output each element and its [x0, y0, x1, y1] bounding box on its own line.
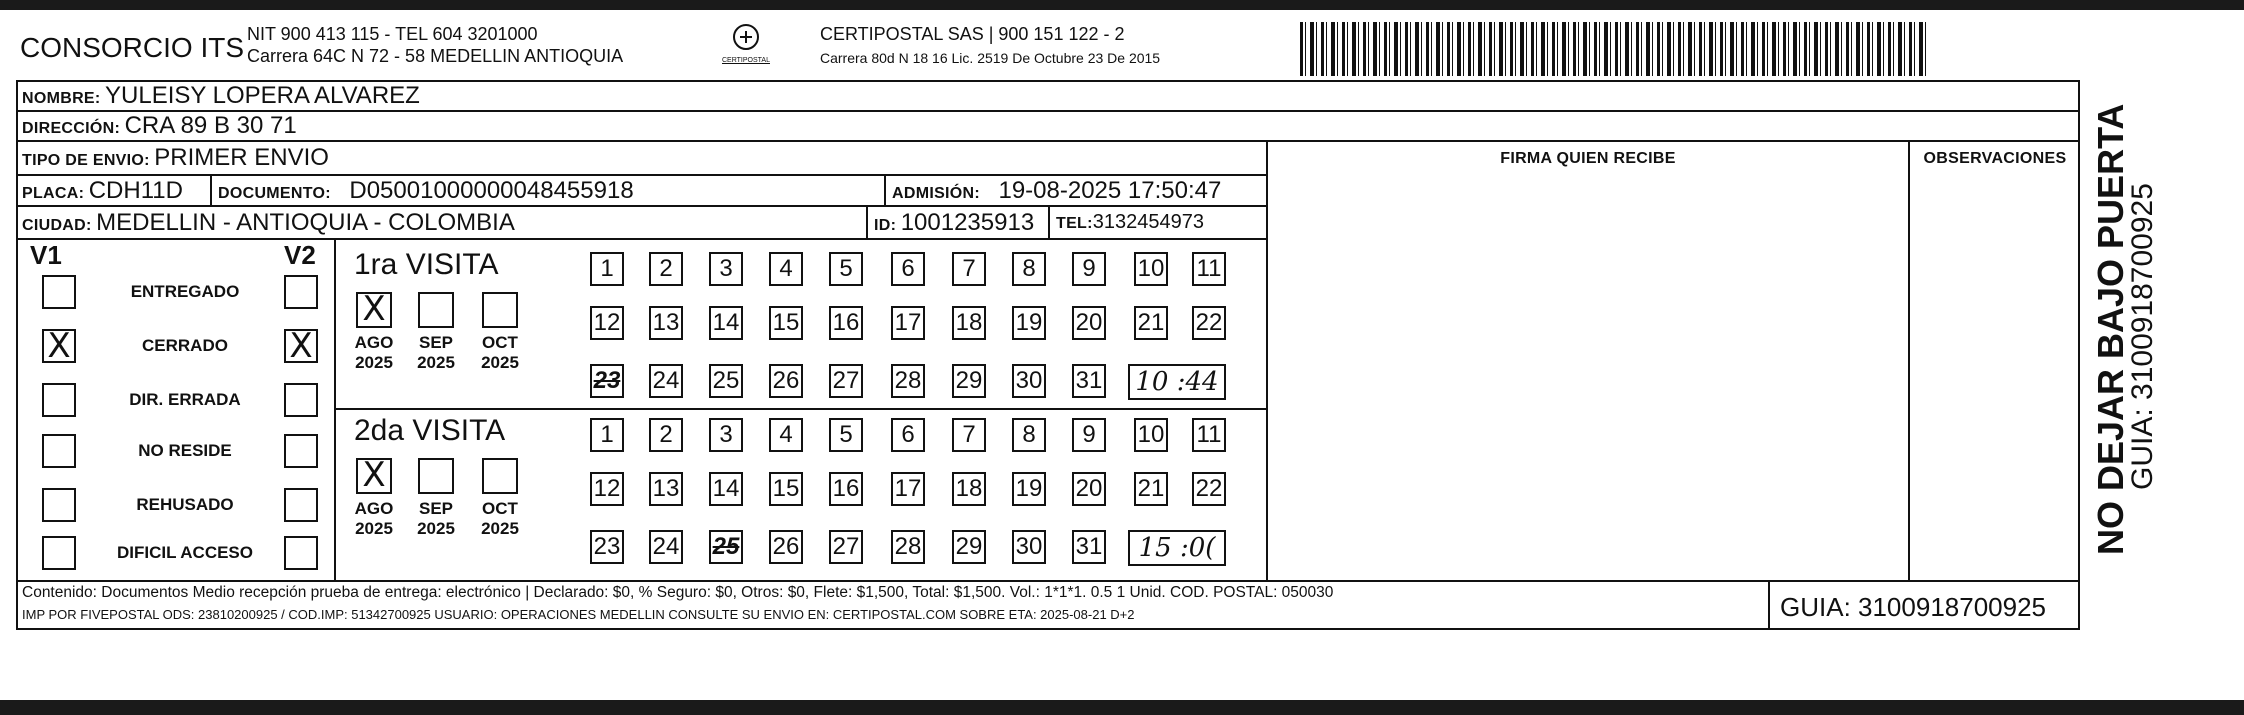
day-number: 1 [600, 421, 614, 448]
day-number: 20 [1075, 309, 1103, 336]
day-number: 5 [839, 255, 853, 282]
first-visit-day-box[interactable] [891, 252, 925, 286]
day-number: 19 [1015, 475, 1043, 502]
second-visit-day-box[interactable] [891, 418, 925, 452]
day-number: 11 [1196, 421, 1222, 448]
bottom-border-bar [0, 700, 2244, 715]
second-visit-day-box[interactable] [1134, 472, 1168, 506]
first-visit-day-box[interactable] [1134, 306, 1168, 340]
first-visit-month-box[interactable] [482, 292, 518, 328]
first-visit-day-box[interactable] [1192, 252, 1226, 286]
day-number: 9 [1082, 255, 1096, 282]
day-number: 8 [1022, 421, 1036, 448]
second-visit-day-box[interactable] [1012, 472, 1046, 506]
second-visit-month-caption [411, 499, 461, 539]
day-number: 13 [652, 475, 680, 502]
documento-cell [218, 177, 634, 205]
v1-checkbox[interactable] [42, 536, 76, 570]
placa-value: CDH11D [88, 177, 183, 204]
day-number: 30 [1015, 367, 1043, 394]
day-number: 18 [955, 475, 983, 502]
day-number: 28 [894, 533, 922, 560]
second-visit-day-box[interactable] [1192, 472, 1226, 506]
day-number: 7 [962, 255, 976, 282]
v2-checkbox[interactable] [284, 536, 318, 570]
month-label: OCT [482, 499, 518, 518]
check-mark: X [362, 289, 386, 329]
day-number: 14 [712, 309, 740, 336]
second-visit-day-box[interactable] [1134, 418, 1168, 452]
first-visit-day-box[interactable] [649, 306, 683, 340]
first-visit-month-box[interactable] [418, 292, 454, 328]
v1-checkbox[interactable] [42, 434, 76, 468]
day-number: 22 [1195, 309, 1223, 336]
day-number: 28 [894, 367, 922, 394]
year-label: 2025 [417, 519, 455, 538]
footer-imp: IMP POR FIVEPOSTAL ODS: 23810200925 / COD.IMP: 51342700925 USUARIO: OPERACIONES MEDELLIN CONSULTE SU ENVIO EN: CERTIPOSTAL.COM SOBRE ETA: 2025-08-21 D+2 [22, 607, 1135, 622]
first-visit-title: 1ra VISITA [354, 248, 499, 281]
status-label: CERRADO [142, 336, 228, 355]
first-visit-day-box[interactable] [709, 306, 743, 340]
year-label: 2025 [355, 519, 393, 538]
logo-icon [726, 22, 766, 52]
second-visit-day-box[interactable] [952, 530, 986, 564]
day-number: 27 [832, 533, 860, 560]
tipo-row [22, 144, 329, 172]
tel-value: 3132454973 [1092, 211, 1204, 233]
day-number: 8 [1022, 255, 1036, 282]
first-visit-day-box[interactable] [891, 364, 925, 398]
day-number: 25 [712, 533, 740, 560]
day-number: 3 [719, 255, 733, 282]
year-label: 2025 [481, 519, 519, 538]
first-visit-day-box[interactable] [1012, 364, 1046, 398]
first-visit-day-box[interactable] [649, 364, 683, 398]
day-number: 22 [1195, 475, 1223, 502]
logo-text: CERTIPOSTAL [722, 57, 770, 64]
month-label: SEP [418, 333, 454, 352]
day-number: 26 [772, 367, 800, 394]
second-visit-month-box[interactable] [356, 455, 392, 495]
month-label: SEP [418, 499, 454, 518]
first-visit-day-box[interactable] [829, 364, 863, 398]
top-border-bar [0, 0, 2244, 10]
day-number: 29 [955, 533, 983, 560]
documento-value: D05001000000048455918 [349, 177, 634, 204]
second-visit-day-box[interactable] [769, 472, 803, 506]
day-number: 2 [659, 421, 673, 448]
first-visit-day-box[interactable] [829, 306, 863, 340]
day-number: 14 [712, 475, 740, 502]
status-label: NO RESIDE [138, 441, 232, 460]
day-number: 11 [1196, 255, 1222, 282]
status-label: DIR. ERRADA [129, 390, 241, 409]
ciudad-label: CIUDAD: [22, 217, 92, 234]
v1-checkbox[interactable] [42, 383, 76, 417]
admision-label: ADMISIÓN: [892, 185, 981, 202]
footer-guia: GUIA: 3100918700925 [1780, 592, 2046, 622]
first-visit-day-box[interactable] [952, 306, 986, 340]
day-number: 12 [593, 475, 621, 502]
v2-checkbox[interactable] [284, 326, 318, 366]
certipostal-logo [716, 22, 776, 74]
first-visit-day-box[interactable] [829, 252, 863, 286]
v2-checkbox[interactable] [284, 488, 318, 522]
second-visit-day-box[interactable] [649, 418, 683, 452]
side-warning: NO DEJAR BAJO PUERTA [2090, 103, 2131, 555]
second-visit-day-box[interactable] [769, 530, 803, 564]
tipo-value: PRIMER ENVIO [154, 144, 329, 171]
v2-label: V2 [284, 240, 316, 270]
second-visit-title: 2da VISITA [354, 414, 506, 447]
day-number: 4 [779, 421, 793, 448]
first-visit-day-box[interactable] [649, 252, 683, 286]
direccion-row [22, 112, 297, 140]
day-number: 6 [901, 255, 915, 282]
day-number: 21 [1137, 475, 1165, 502]
second-visit-day-box[interactable] [590, 530, 624, 564]
firma-label: FIRMA QUIEN RECIBE [1500, 150, 1676, 167]
second-visit-day-box[interactable] [1072, 472, 1106, 506]
day-number: 15 [772, 475, 800, 502]
second-visit-day-box[interactable] [709, 472, 743, 506]
admision-value: 19-08-2025 17:50:47 [998, 177, 1222, 204]
direccion-label: DIRECCIÓN: [22, 120, 121, 137]
status-label: DIFICIL ACCESO [116, 543, 253, 562]
v2-checkbox[interactable] [284, 383, 318, 417]
first-visit-day-box[interactable] [769, 252, 803, 286]
second-visit-day-box[interactable] [769, 418, 803, 452]
admision-cell [892, 177, 1221, 205]
day-number: 31 [1075, 367, 1103, 394]
v2-checkbox[interactable] [284, 434, 318, 468]
first-visit-month-caption [475, 333, 525, 373]
check-mark: X [47, 326, 71, 366]
day-number: 1 [600, 255, 614, 282]
day-number: 2 [659, 255, 673, 282]
day-number: 24 [652, 533, 680, 560]
company-nit: NIT 900 413 115 - TEL 604 3201000 [247, 24, 538, 44]
day-number: 7 [962, 421, 976, 448]
ciudad-value: MEDELLIN - ANTIOQUIA - COLOMBIA [96, 209, 515, 236]
day-number: 27 [832, 367, 860, 394]
first-visit-month-caption [411, 333, 461, 373]
second-visit-day-box[interactable] [649, 530, 683, 564]
status-label: REHUSADO [136, 495, 234, 514]
first-visit-day-box[interactable] [952, 252, 986, 286]
first-visit-day-box[interactable] [1012, 306, 1046, 340]
second-visit-day-box[interactable] [829, 418, 863, 452]
first-visit-day-box[interactable] [952, 364, 986, 398]
second-visit-day-box[interactable] [649, 472, 683, 506]
nombre-value: YULEISY LOPERA ALVAREZ [105, 82, 420, 109]
year-label: 2025 [355, 353, 393, 372]
v1-checkbox[interactable] [42, 275, 76, 309]
day-number: 6 [901, 421, 915, 448]
second-visit-day-box[interactable] [590, 418, 624, 452]
second-visit-day-box[interactable] [1072, 530, 1106, 564]
day-number: 15 [772, 309, 800, 336]
year-label: 2025 [417, 353, 455, 372]
side-guia: GUIA: 3100918700925 [2126, 183, 2159, 490]
day-number: 4 [779, 255, 793, 282]
first-visit-day-box[interactable] [590, 364, 624, 398]
first-visit-month-box[interactable] [356, 289, 392, 329]
first-visit-month-caption [349, 333, 399, 373]
first-visit-day-box[interactable] [1072, 252, 1106, 286]
placa-label: PLACA: [22, 185, 85, 202]
day-number: 16 [832, 309, 860, 336]
v1-checkbox[interactable] [42, 488, 76, 522]
second-visit-day-box[interactable] [1012, 530, 1046, 564]
nombre-row [22, 82, 420, 110]
ciudad-cell [22, 209, 515, 237]
tel-label: TEL: [1056, 215, 1093, 232]
second-visit-day-box[interactable] [590, 472, 624, 506]
top-right-mark [2190, 0, 2244, 4]
day-number: 10 [1137, 255, 1165, 282]
v2-checkbox[interactable] [284, 275, 318, 309]
second-visit-day-box[interactable] [829, 472, 863, 506]
second-visit-month-caption [475, 499, 525, 539]
year-label: 2025 [481, 353, 519, 372]
id-value: 1001235913 [900, 209, 1035, 236]
tipo-label: TIPO DE ENVIO: [22, 152, 150, 169]
first-visit-day-box[interactable] [1072, 306, 1106, 340]
v1-checkbox[interactable] [42, 326, 76, 366]
day-number: 24 [652, 367, 680, 394]
day-number: 25 [712, 367, 740, 394]
day-number: 12 [593, 309, 621, 336]
status-label: ENTREGADO [130, 282, 240, 301]
first-visit-day-box[interactable] [590, 306, 624, 340]
second-visit-day-box[interactable] [829, 530, 863, 564]
day-number: 13 [652, 309, 680, 336]
first-visit-day-box[interactable] [1192, 306, 1226, 340]
second-visit-month-caption [349, 499, 399, 539]
observaciones-label: OBSERVACIONES [1923, 150, 2067, 167]
first-visit-day-box[interactable] [769, 364, 803, 398]
second-visit-day-box[interactable] [952, 472, 986, 506]
first-visit-day-box[interactable] [891, 306, 925, 340]
barcode [1300, 22, 1930, 76]
carrier-address: Carrera 80d N 18 16 Lic. 2519 De Octubre 23 De 2015 [820, 50, 1161, 66]
second-visit-day-box[interactable] [1072, 418, 1106, 452]
first-visit-day-box[interactable] [590, 252, 624, 286]
day-number: 26 [772, 533, 800, 560]
first-visit-day-box[interactable] [1134, 252, 1168, 286]
carrier-name: CERTIPOSTAL SAS | 900 151 122 - 2 [820, 24, 1125, 44]
check-mark: X [289, 326, 313, 366]
first-visit-day-box[interactable] [769, 306, 803, 340]
tel-cell [1056, 211, 1204, 234]
second-visit-month-box[interactable] [482, 458, 518, 494]
day-number: 17 [894, 309, 922, 336]
second-visit-day-box[interactable] [1012, 418, 1046, 452]
first-visit-day-box[interactable] [709, 252, 743, 286]
first-visit-time-box[interactable]: 10 :44 [1128, 364, 1226, 400]
check-mark: X [362, 455, 386, 495]
month-label: OCT [482, 333, 518, 352]
placa-cell [22, 177, 183, 205]
second-visit-time-box[interactable]: 15 :0( [1128, 530, 1226, 566]
day-number: 19 [1015, 309, 1043, 336]
id-label: ID: [874, 217, 897, 234]
second-visit-month-box[interactable] [418, 458, 454, 494]
day-number: 17 [894, 475, 922, 502]
first-visit-day-box[interactable] [709, 364, 743, 398]
day-number: 29 [955, 367, 983, 394]
documento-label: DOCUMENTO: [218, 185, 331, 202]
second-visit-day-box[interactable] [891, 472, 925, 506]
second-visit-day-box[interactable] [891, 530, 925, 564]
day-number: 9 [1082, 421, 1096, 448]
company-name: CONSORCIO ITS [20, 32, 245, 63]
second-visit-day-box[interactable] [1192, 418, 1226, 452]
first-visit-day-box[interactable] [1012, 252, 1046, 286]
second-visit-day-box[interactable] [709, 530, 743, 564]
day-number: 20 [1075, 475, 1103, 502]
month-label: AGO [354, 499, 394, 518]
nombre-label: NOMBRE: [22, 90, 101, 107]
day-number: 10 [1137, 421, 1165, 448]
day-number: 16 [832, 475, 860, 502]
day-number: 31 [1075, 533, 1103, 560]
day-number: 23 [593, 533, 621, 560]
footer-contenido: Contenido: Documentos Medio recepción prueba de entrega: electrónico | Declarado: $0, % Seguro: $0, Otros: $0, Flete: $1,500, Total: $1,500. Vol.: 1*1*1. 0.5 1 Unid. COD. POSTAL: 050030 [22, 584, 1334, 601]
day-number: 23 [593, 367, 621, 394]
month-label: AGO [354, 333, 394, 352]
company-address: Carrera 64C N 72 - 58 MEDELLIN ANTIOQUIA [247, 46, 624, 66]
day-number: 5 [839, 421, 853, 448]
second-visit-day-box[interactable] [709, 418, 743, 452]
first-visit-day-box[interactable] [1072, 364, 1106, 398]
id-cell [874, 209, 1034, 237]
second-visit-day-box[interactable] [952, 418, 986, 452]
day-number: 30 [1015, 533, 1043, 560]
day-number: 21 [1137, 309, 1165, 336]
day-number: 3 [719, 421, 733, 448]
day-number: 18 [955, 309, 983, 336]
v1-label: V1 [30, 240, 62, 270]
direccion-value: CRA 89 B 30 71 [124, 112, 297, 139]
